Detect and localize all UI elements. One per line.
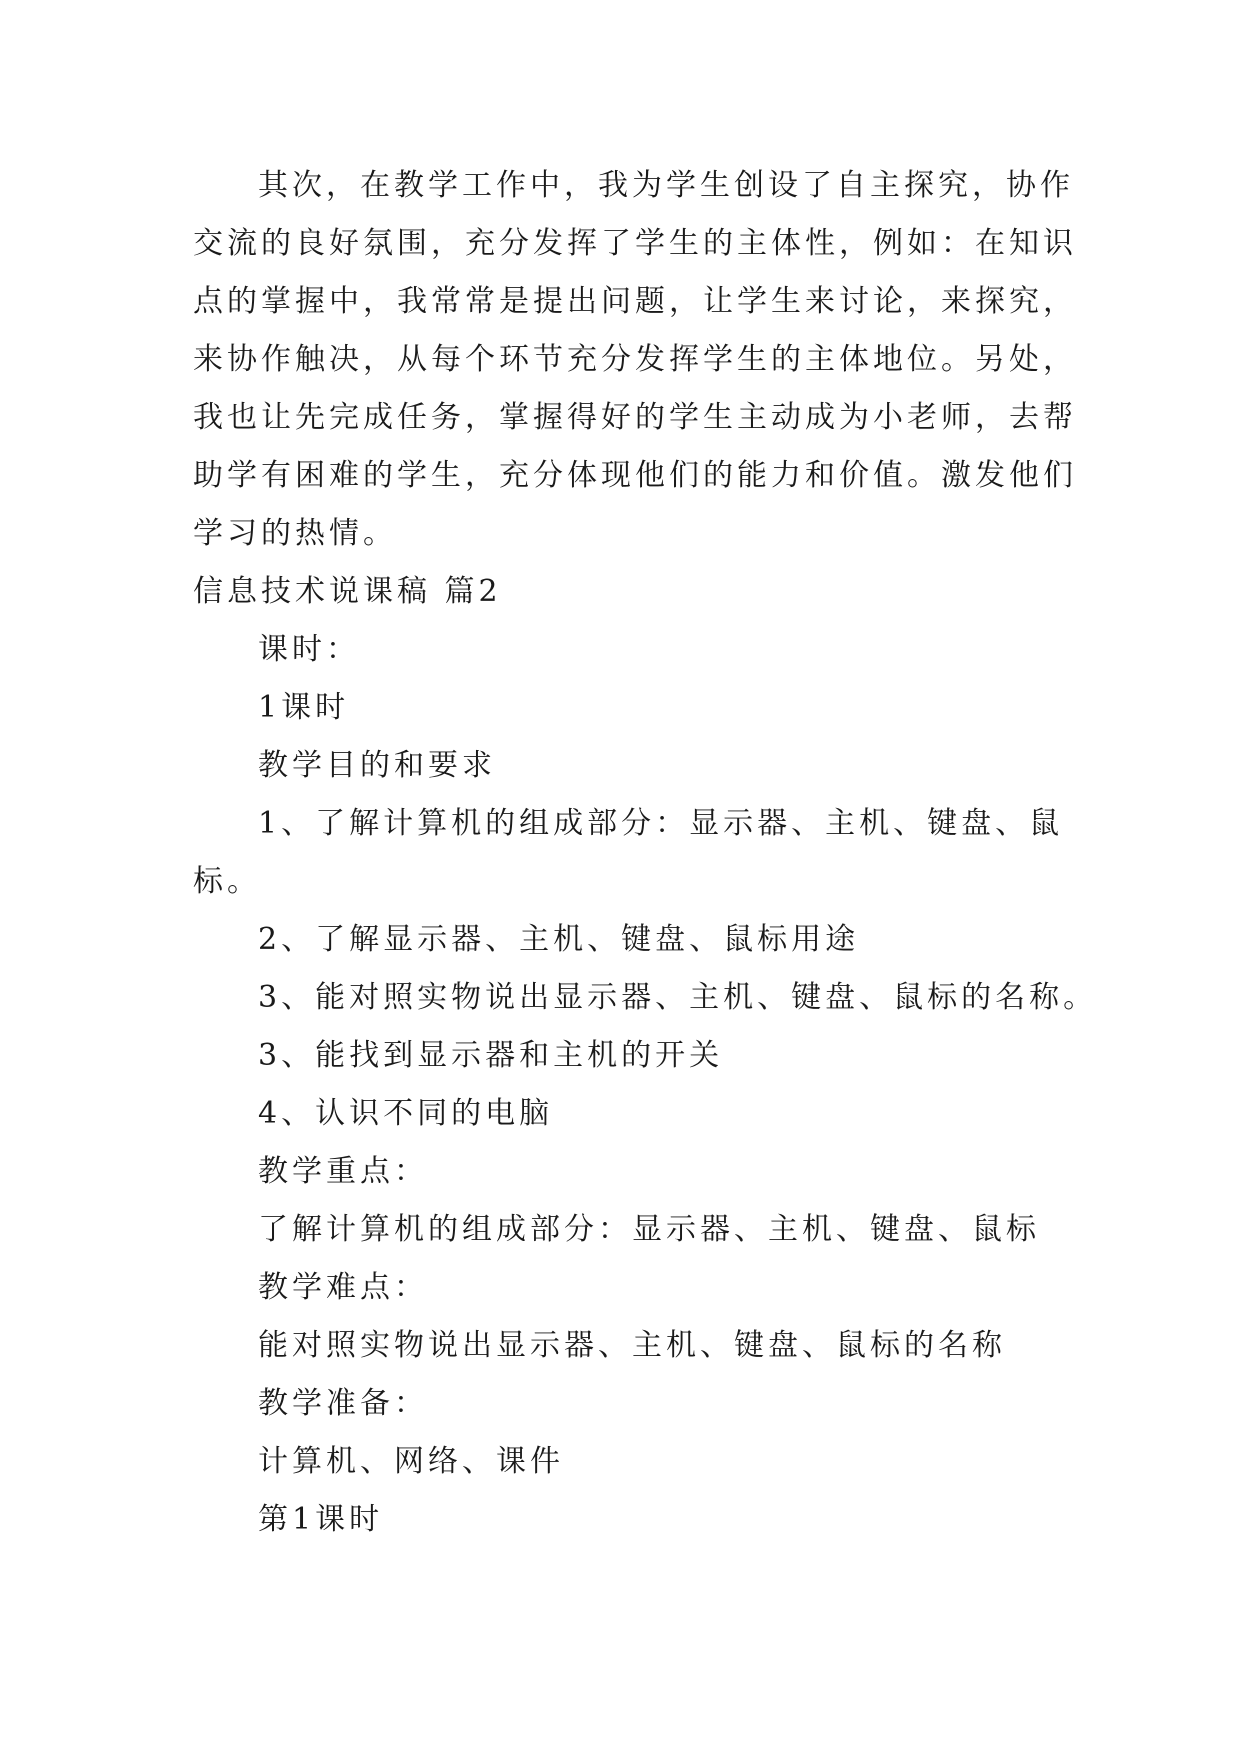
paragraph-line: 点的掌握中，我常常是提出问题，让学生来讨论，来探究，	[193, 284, 1077, 319]
list-item-line: 1、了解计算机的组成部分：显示器、主机、键盘、鼠	[258, 806, 1064, 841]
list-item: 3、能找到显示器和主机的开关	[258, 1038, 724, 1073]
label-line: 教学重点：	[258, 1154, 428, 1189]
paragraph-line: 助学有困难的学生，充分体现他们的能力和价值。激发他们	[193, 458, 1077, 493]
label-line: 教学准备：	[258, 1386, 428, 1421]
list-item: 4、认识不同的电脑	[258, 1096, 554, 1131]
section-heading: 信息技术说课稿 篇2	[193, 574, 502, 609]
text-line: 计算机、网络、课件	[258, 1444, 564, 1479]
label-line: 教学目的和要求	[258, 748, 496, 783]
list-item: 2、了解显示器、主机、键盘、鼠标用途	[258, 922, 860, 957]
label-line: 教学难点：	[258, 1270, 428, 1305]
list-item: 3、能对照实物说出显示器、主机、键盘、鼠标的名称。	[258, 980, 1098, 1015]
list-item-line: 标。	[193, 864, 261, 899]
text-line: 能对照实物说出显示器、主机、键盘、鼠标的名称	[258, 1328, 1006, 1363]
text-line: 了解计算机的组成部分：显示器、主机、键盘、鼠标	[258, 1212, 1040, 1247]
paragraph-line: 其次，在教学工作中，我为学生创设了自主探究，协作	[258, 168, 1074, 203]
label-line: 课时：	[258, 632, 360, 667]
paragraph-line: 交流的良好氛围，充分发挥了学生的主体性，例如：在知识	[193, 226, 1077, 261]
text-line: 1课时	[258, 690, 350, 725]
paragraph-line: 来协作触决，从每个环节充分发挥学生的主体地位。另处，	[193, 342, 1077, 377]
paragraph-line: 我也让先完成任务，掌握得好的学生主动成为小老师，去帮	[193, 400, 1077, 435]
paragraph-line: 学习的热情。	[193, 516, 397, 551]
text-line: 第1课时	[258, 1502, 384, 1537]
